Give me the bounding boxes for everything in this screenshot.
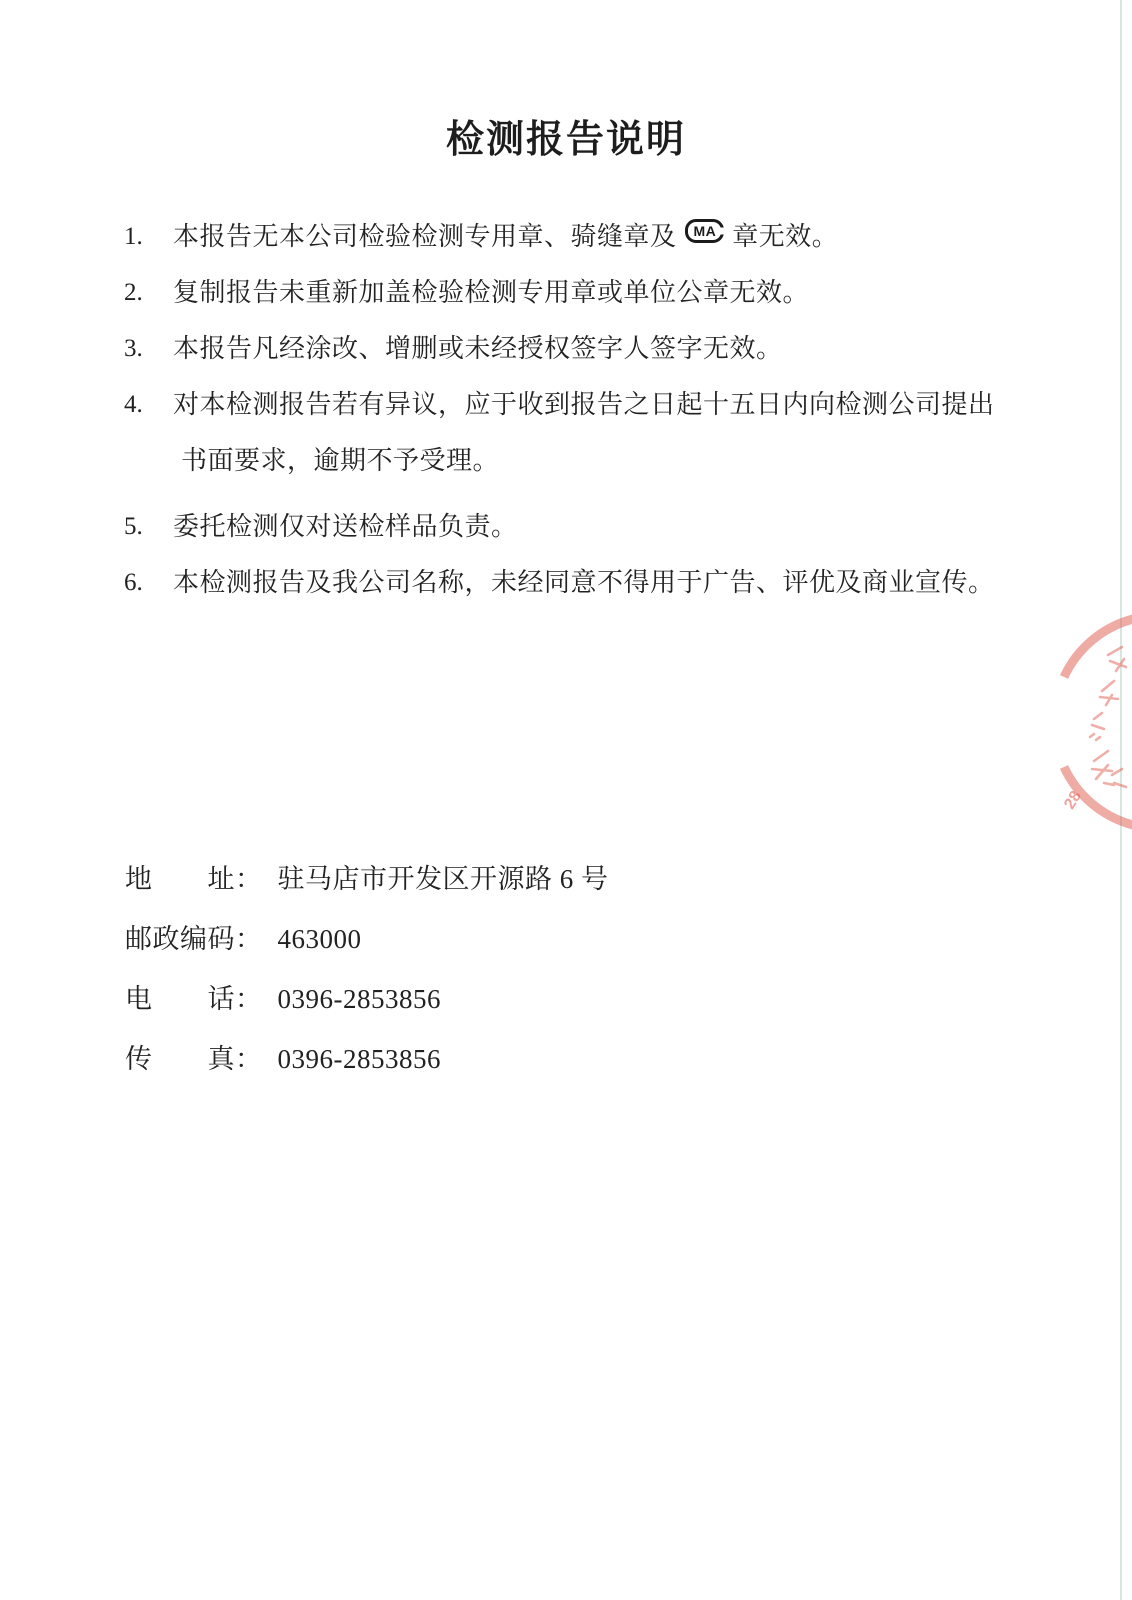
contact-row-fax — [125, 1042, 609, 1076]
note-text — [173, 220, 838, 253]
seal-number: 28 — [1061, 788, 1086, 813]
note-number: 6. — [124, 569, 143, 596]
note-text: 复制报告未重新加盖检验检测专用章或单位公章无效。 — [173, 278, 810, 307]
contact-block — [125, 862, 609, 1102]
note-item-6 — [124, 566, 1004, 599]
phone-value: 0396-2853856 — [277, 984, 441, 1014]
note-text: 本检测报告及我公司名称，未经同意不得用于广告、评优及商业宣传。 — [173, 568, 995, 597]
note-item-1 — [124, 220, 1004, 253]
note-text: 对本检测报告若有异议，应于收到报告之日起十五日内向检测公司提出 — [173, 390, 995, 419]
notes-list — [124, 220, 1004, 622]
postcode-label: 邮政编码： — [125, 924, 263, 954]
note-text: 委托检测仅对送检样品负责。 — [173, 512, 518, 541]
postcode-value: 463000 — [277, 924, 362, 954]
note-item-4 — [124, 388, 1004, 421]
note-number: 5. — [124, 513, 143, 540]
note-text-before-cma: 本报告无本公司检验检测专用章、骑缝章及 — [173, 222, 677, 251]
page-title: 检测报告说明 — [445, 119, 686, 161]
fax-value: 0396-2853856 — [277, 1044, 441, 1074]
note-number: 3. — [124, 335, 143, 362]
note-text: 本报告凡经涂改、增删或未经授权签字人签字无效。 — [173, 334, 783, 363]
note-item-4-continuation: 书面要求，逾期不予受理。 — [181, 446, 500, 475]
address-label: 地 址： — [125, 864, 263, 894]
note-number: 4. — [124, 391, 143, 418]
phone-label: 电 话： — [125, 984, 263, 1014]
note-number: 1. — [124, 223, 143, 250]
cma-mark-icon: MA — [685, 219, 725, 243]
note-item-5 — [124, 510, 1004, 543]
contact-row-phone — [125, 982, 609, 1016]
note-text-after-cma: 章无效。 — [732, 222, 839, 251]
note-number: 2. — [124, 279, 143, 306]
scan-page-edge — [1120, 0, 1122, 1600]
contact-row-postcode — [125, 922, 609, 956]
note-item-3 — [124, 332, 1004, 365]
address-value: 驻马店市开发区开源路 6 号 — [277, 864, 609, 894]
fax-label: 传 真： — [125, 1044, 263, 1074]
contact-row-address — [125, 862, 609, 896]
note-item-2 — [124, 276, 1004, 309]
